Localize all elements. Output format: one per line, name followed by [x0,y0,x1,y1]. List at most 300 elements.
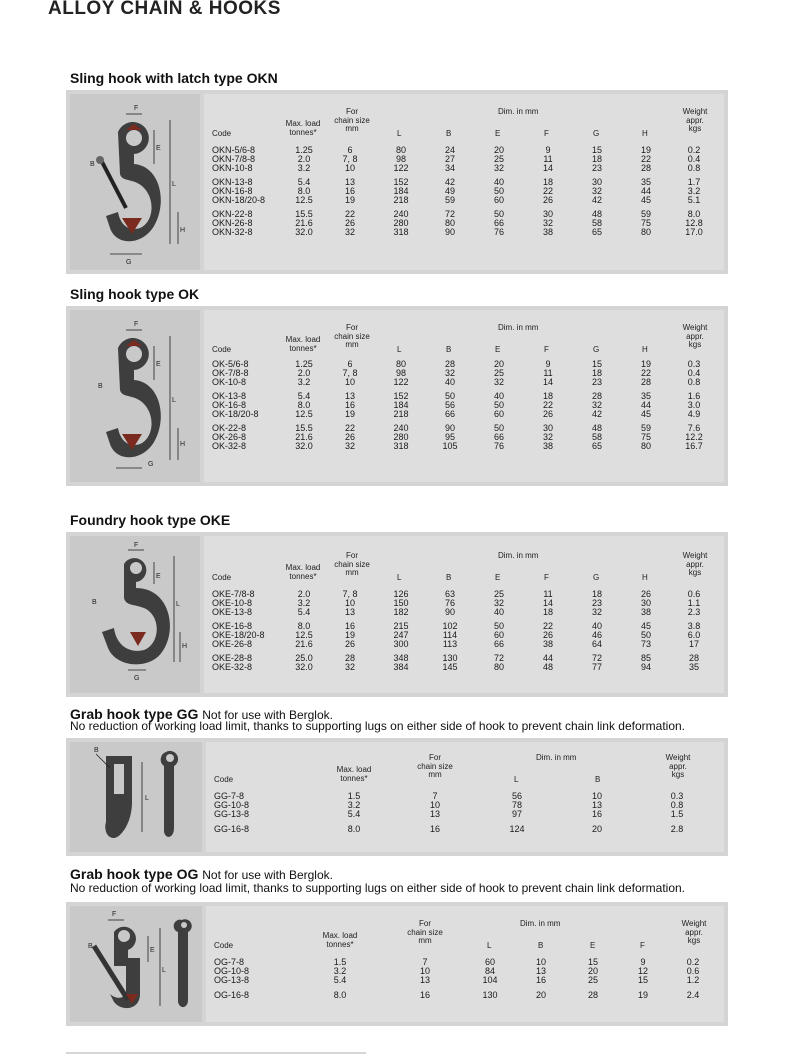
table-cell: 77 [591,662,603,672]
grab-hook-icon [70,742,202,852]
table-cell: 7, 8 [342,368,358,378]
table-cell: 5.4 [333,975,347,985]
table-cell: 49 [444,186,456,196]
table-row [206,976,724,985]
table-row [204,378,724,387]
table-cell: 40 [493,391,505,401]
table-cell: 16 [344,621,356,631]
table-cell: 97 [511,809,523,819]
table-cell: 90 [444,227,456,237]
table-cell: 45 [640,621,652,631]
table-cell: 38 [542,639,554,649]
data-table-okn [204,94,724,270]
table-cell: 85 [640,653,652,663]
table-cell: 5.4 [297,391,311,401]
product-code: OKE-7/8-8 [212,589,255,599]
table-cell: 5.4 [297,607,311,617]
table-cell: 73 [640,639,652,649]
table-cell: 0.4 [687,368,701,378]
table-cell: 22 [640,154,652,164]
table-cell: 22 [344,209,356,219]
table-cell: 40 [591,621,603,631]
table-cell: 60 [493,630,505,640]
table-cell: 38 [542,227,554,237]
svg-text:H: H [180,227,186,234]
table-cell: 184 [393,186,409,196]
table-cell: 40 [444,377,456,387]
table-cell: 2.0 [297,368,311,378]
product-code: OKE-28-8 [212,653,253,663]
table-cell: 14 [542,598,554,608]
table-cell: 16 [419,990,431,1000]
table-cell: 3.2 [297,377,311,387]
table-cell: 30 [591,177,603,187]
table-cell: 12 [637,966,649,976]
svg-text:B: B [98,383,103,390]
table-cell: 42 [444,177,456,187]
table-cell: 16 [591,809,603,819]
svg-text:H: H [182,643,188,650]
table-cell: 35 [640,391,652,401]
table-cell: 145 [442,662,458,672]
data-table-og [206,906,724,1022]
table-cell: 22 [542,186,554,196]
table-cell: 8.0 [347,824,361,834]
table-cell: 280 [393,218,409,228]
table-cell: 42 [591,409,603,419]
header-dim: Dim. in mm [520,919,561,928]
table-cell: 23 [591,598,603,608]
table-cell: 10 [344,377,356,387]
table-cell: 90 [444,607,456,617]
table-cell: 26 [542,409,554,419]
table-cell: 24 [444,145,456,155]
section-heading-oke [70,512,230,528]
table-cell: 2.0 [297,154,311,164]
product-code: OKE-13-8 [212,607,253,617]
table-cell: 45 [640,409,652,419]
table-cell: 32 [493,377,505,387]
table-cell: 0.2 [686,957,700,967]
table-cell: 32 [542,218,554,228]
table-cell: 25 [587,975,599,985]
table-cell: 184 [393,400,409,410]
table-row [206,801,724,810]
table-cell: 104 [482,975,498,985]
table-cell: 80 [444,218,456,228]
product-code: OK-13-8 [212,391,247,401]
table-cell: 50 [493,621,505,631]
svg-text:F: F [134,321,139,328]
table-cell: 32.0 [295,227,313,237]
table-cell: 98 [395,368,407,378]
table-cell: 48 [591,209,603,219]
table-cell: 318 [393,227,409,237]
table-cell: 1.5 [670,809,684,819]
table-cell: 27 [444,154,456,164]
table-cell: 12.5 [295,195,313,205]
table-cell: 30 [542,209,554,219]
table-cell: 50 [444,391,456,401]
section-subnote-og: No reduction of working load limit, thanks to supporting lugs on either side of hook to prevent chain link deformation. [70,881,686,895]
table-cell: 150 [393,598,409,608]
table-cell: 25.0 [295,653,313,663]
product-code: GG-16-8 [214,824,250,834]
header-dim-e: E [495,129,501,138]
table-cell: 65 [591,441,603,451]
table-cell: 32.0 [295,662,313,672]
table-cell: 32 [344,227,356,237]
table-cell: 23 [591,163,603,173]
table-cell: 300 [393,639,409,649]
table-cell: 25 [493,368,505,378]
product-code: OKE-26-8 [212,639,253,649]
table-cell: 3.2 [297,163,311,173]
svg-text:G: G [148,461,154,468]
table-cell: 28 [688,653,700,663]
header-dim-f: F [544,345,549,354]
table-cell: 10 [344,598,356,608]
table-cell: 65 [591,227,603,237]
table-cell: 32 [591,607,603,617]
footer-rule [66,1052,366,1054]
hook-image-og [70,906,202,1022]
data-table-gg [206,742,724,852]
table-cell: 48 [591,423,603,433]
header-dim-f: F [544,573,549,582]
svg-text:L: L [145,795,149,802]
header-dim: Dim. in mm [536,753,577,762]
table-cell: 64 [591,639,603,649]
header-chain-size: For chain size mm [417,753,453,779]
header-chain-size: For chain size mm [334,551,370,577]
svg-text:F: F [134,542,139,549]
table-cell: 18 [591,589,603,599]
table-cell: 7, 8 [342,154,358,164]
header-dim-h: H [642,345,648,354]
table-cell: 35 [688,662,700,672]
table-row [206,825,724,834]
product-code: OKN-13-8 [212,177,253,187]
table-cell: 1.2 [686,975,700,985]
table-cell: 32 [542,432,554,442]
table-row [206,810,724,819]
product-code: OKE-16-8 [212,621,253,631]
section-heading-okn [70,70,278,86]
header-code: Code [212,573,232,582]
table-cell: 34 [444,163,456,173]
table-cell: 72 [591,653,603,663]
table-cell: 10 [344,163,356,173]
table-cell: 80 [395,145,407,155]
header-max-load: Max. load tonnes* [285,335,321,353]
product-code: OKN-16-8 [212,186,253,196]
table-cell: 12.5 [295,409,313,419]
product-code: OKN-5/6-8 [212,145,256,155]
table-cell: 1.1 [687,598,701,608]
table-cell: 8.0 [297,400,311,410]
header-chain-size: For chain size mm [334,107,370,133]
data-table-ok [204,310,724,482]
header-dim-b: B [446,129,452,138]
page-title: ALLOY CHAIN & HOOKS [48,0,281,19]
table-cell: 17.0 [685,227,703,237]
table-cell: 42 [591,195,603,205]
table-cell: 318 [393,441,409,451]
product-code: OK-5/6-8 [212,359,249,369]
table-cell: 16 [344,186,356,196]
header-weight: Weight appr. kgs [681,919,707,945]
table-cell: 16 [535,975,547,985]
header-dim-f: F [640,941,645,950]
header-max-load: Max. load tonnes* [285,119,321,137]
table-cell: 80 [640,441,652,451]
panel-og [66,902,728,1026]
header-dim-b: B [446,345,452,354]
product-code: GG-10-8 [214,800,250,810]
table-cell: 20 [493,145,505,155]
table-cell: 114 [442,630,458,640]
table-cell: 32 [493,163,505,173]
table-cell: 3.2 [297,598,311,608]
svg-text:B: B [92,599,97,606]
table-cell: 72 [444,209,456,219]
table-cell: 30 [640,598,652,608]
table-cell: 60 [493,195,505,205]
table-row [204,640,724,649]
product-code: GG-7-8 [214,791,245,801]
table-cell: 0.6 [687,589,701,599]
header-dim-l: L [487,941,492,950]
table-cell: 63 [444,589,456,599]
table-cell: 2.0 [297,589,311,599]
table-cell: 22 [542,400,554,410]
table-cell: 182 [393,607,409,617]
table-cell: 50 [493,186,505,196]
panel-oke [66,532,728,697]
section-heading-ok [70,286,199,302]
table-row [204,608,724,617]
svg-text:L: L [162,967,166,974]
table-cell: 11 [543,368,553,378]
table-cell: 13 [429,809,441,819]
product-code: OKN-22-8 [212,209,253,219]
table-cell: 10 [535,957,547,967]
table-cell: 7.6 [687,423,701,433]
table-row [204,442,724,451]
table-cell: 28 [640,377,652,387]
table-cell: 26 [542,195,554,205]
table-cell: 66 [444,409,456,419]
table-cell: 9 [545,359,551,369]
table-cell: 60 [484,957,496,967]
svg-text:G: G [134,675,140,682]
table-cell: 247 [393,630,409,640]
table-cell: 0.8 [670,800,684,810]
table-cell: 16.7 [685,441,703,451]
table-cell: 14 [542,377,554,387]
product-code: OKE-32-8 [212,662,253,672]
header-dim: Dim. in mm [498,551,539,560]
header-dim-h: H [642,129,648,138]
header-dim-l: L [397,573,402,582]
table-cell: 8.0 [687,209,701,219]
table-cell: 3.0 [687,400,701,410]
table-cell: 26 [344,218,356,228]
table-cell: 0.6 [686,966,700,976]
product-code: OKN-26-8 [212,218,253,228]
header-code: Code [214,941,234,950]
section-title: Sling hook type OK [70,286,200,302]
section-title: Foundry hook type OKE [70,512,231,528]
diagram-label: F [134,105,139,112]
header-dim-e: E [495,345,501,354]
table-row [206,792,724,801]
table-cell: 26 [542,630,554,640]
table-cell: 50 [493,423,505,433]
table-cell: 28 [640,163,652,173]
table-cell: 15.5 [295,209,313,219]
section-title: Sling hook with latch type OKN [70,70,278,86]
header-max-load: Max. load tonnes* [322,931,358,949]
table-cell: 15 [587,957,599,967]
header-weight: Weight appr. kgs [682,323,708,349]
table-cell: 19 [344,409,356,419]
table-cell: 98 [395,154,407,164]
table-cell: 50 [493,209,505,219]
table-cell: 66 [493,218,505,228]
table-cell: 218 [393,195,409,205]
table-cell: 105 [442,441,458,451]
svg-text:F: F [112,911,117,918]
table-cell: 46 [591,630,603,640]
hook-image-okn [70,94,200,270]
hook-image-gg [70,742,202,852]
table-cell: 2.3 [687,607,701,617]
table-cell: 58 [591,218,603,228]
product-code: OG-13-8 [214,975,250,985]
table-cell: 0.3 [670,791,684,801]
product-code: OKE-10-8 [212,598,253,608]
table-cell: 32 [344,441,356,451]
data-table-oke [204,536,724,693]
svg-text:B: B [90,161,95,168]
table-cell: 122 [393,163,409,173]
table-cell: 122 [393,377,409,387]
table-cell: 13 [344,607,356,617]
table-cell: 124 [509,824,525,834]
product-code: OK-22-8 [212,423,247,433]
header-code: Code [214,775,234,784]
table-row [204,410,724,419]
table-cell: 22 [344,423,356,433]
table-cell: 7 [432,791,438,801]
product-code: OK-32-8 [212,441,247,451]
table-cell: 5.4 [347,809,361,819]
table-cell: 32 [591,186,603,196]
table-cell: 130 [482,990,498,1000]
table-cell: 240 [393,423,409,433]
table-cell: 13 [535,966,547,976]
table-cell: 75 [640,218,652,228]
table-row [204,196,724,205]
section-title: Grab hook type GG [70,706,199,722]
hook-image-oke [70,536,200,693]
table-cell: 35 [640,177,652,187]
table-cell: 12.5 [295,630,313,640]
table-cell: 75 [640,432,652,442]
table-cell: 3.2 [347,800,361,810]
table-cell: 19 [344,630,356,640]
hook-image-ok [70,310,200,482]
svg-text:E: E [156,573,161,580]
table-cell: 0.2 [687,145,701,155]
table-cell: 126 [393,589,409,599]
table-cell: 26 [344,432,356,442]
table-cell: 16 [429,824,441,834]
header-max-load: Max. load tonnes* [336,765,372,783]
table-cell: 10 [419,966,431,976]
table-cell: 21.6 [295,218,313,228]
sling-hook-icon [70,310,200,482]
product-code: OK-16-8 [212,400,247,410]
table-cell: 28 [591,391,603,401]
table-cell: 50 [493,400,505,410]
header-dim-g: G [593,129,600,138]
table-cell: 152 [393,177,409,187]
product-code: OKE-18/20-8 [212,630,265,640]
product-code: GG-13-8 [214,809,250,819]
table-cell: 12.2 [685,432,703,442]
table-cell: 38 [640,607,652,617]
header-weight: Weight appr. kgs [665,753,691,779]
table-cell: 40 [493,177,505,187]
table-row [204,663,724,672]
table-cell: 78 [511,800,523,810]
table-cell: 25 [493,589,505,599]
table-cell: 66 [493,432,505,442]
table-cell: 0.3 [687,359,701,369]
svg-text:B: B [88,943,93,950]
header-weight: Weight appr. kgs [682,107,708,133]
header-code: Code [212,345,232,354]
table-cell: 1.6 [687,391,701,401]
table-cell: 32 [444,368,456,378]
section-note: Not for use with Berglok. [202,868,333,882]
table-cell: 50 [640,630,652,640]
table-cell: 76 [493,227,505,237]
table-cell: 7 [422,957,428,967]
header-dim-l: L [514,775,519,784]
product-code: OKN-18/20-8 [212,195,266,205]
svg-text:B: B [94,747,99,754]
table-cell: 95 [444,432,456,442]
svg-text:L: L [176,601,180,608]
table-cell: 7, 8 [342,589,358,599]
header-chain-size: For chain size mm [407,919,443,945]
panel-gg [66,738,728,856]
table-row [204,228,724,237]
table-cell: 18 [591,368,603,378]
table-cell: 21.6 [295,639,313,649]
svg-text:L: L [172,397,176,404]
table-cell: 80 [395,359,407,369]
table-cell: 8.0 [297,621,311,631]
header-dim-b: B [595,775,601,784]
product-code: OG-7-8 [214,957,245,967]
table-cell: 348 [393,653,409,663]
table-cell: 3.8 [687,621,701,631]
